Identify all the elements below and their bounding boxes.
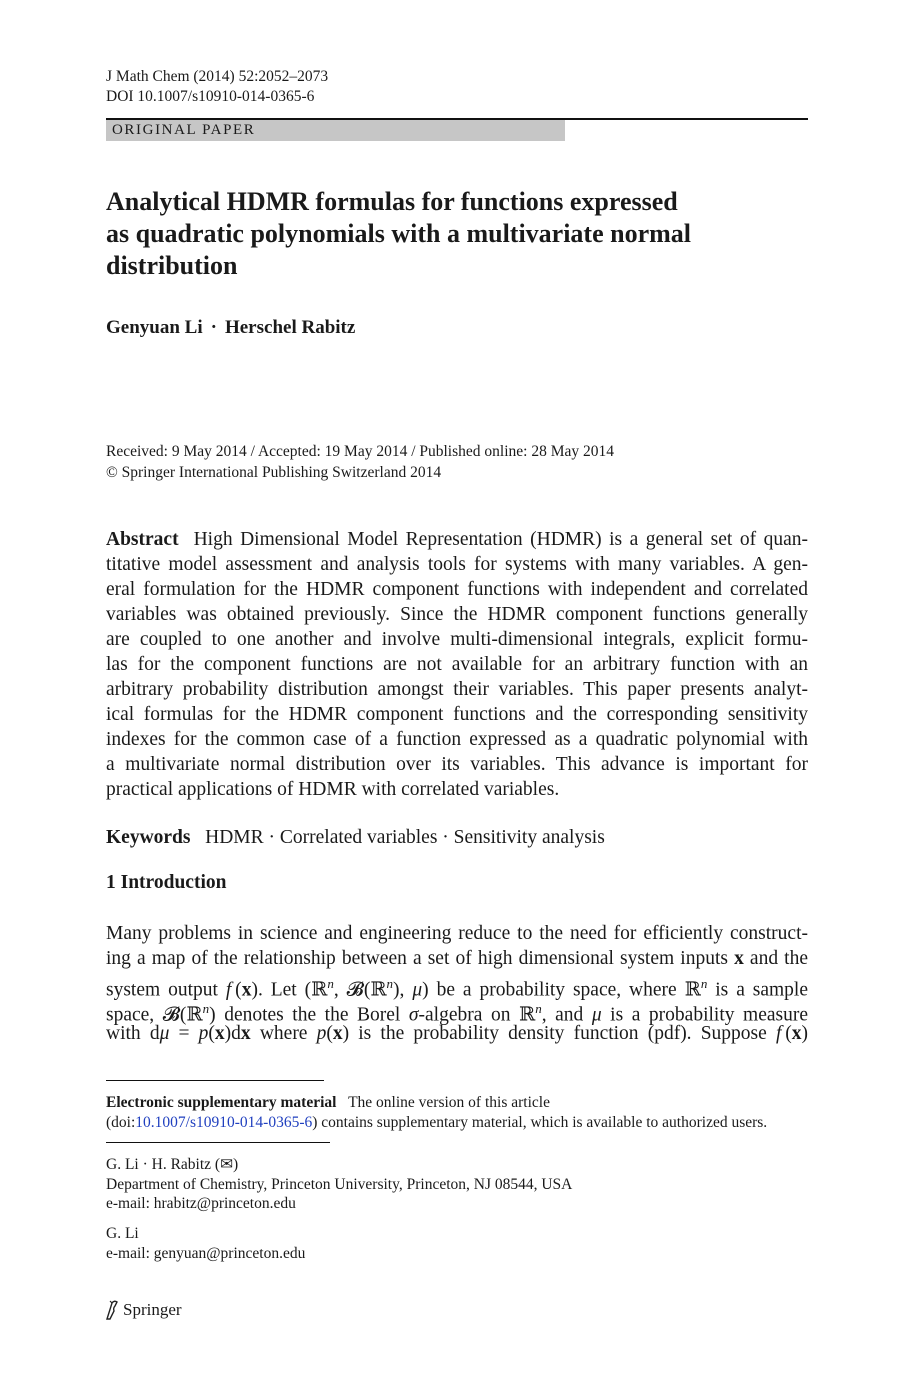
author-name: Genyuan Li: [106, 317, 203, 338]
springer-horse-icon: [104, 1299, 120, 1321]
intro-text: be a probability space, where: [436, 979, 677, 1001]
abstract-line: practical applications of HDMR with correlated variables.: [106, 779, 560, 800]
esm-text: The online version of this article: [348, 1094, 550, 1111]
second-author: G. Li: [106, 1225, 139, 1242]
intro-text: with: [106, 1023, 141, 1044]
intro-text: denotes the the Borel: [224, 1004, 401, 1026]
journal-citation: J Math Chem (2014) 52:2052–2073: [106, 68, 329, 85]
intro-line: with dμ = p(x)dx where p(x) is the probability density function (pdf). Suppose f (x): [106, 1023, 809, 1044]
title-line: as quadratic polynomials with a multivariate normal: [106, 219, 692, 248]
second-author-email[interactable]: e-mail: genyuan@princeton.edu: [106, 1245, 306, 1262]
intro-text: where: [259, 1023, 308, 1044]
intro-text: space,: [106, 1004, 155, 1026]
keywords-label: Keywords: [106, 827, 191, 848]
abstract-line: are coupled to one another and involve multi-dimensional integrals, explicit formu-: [106, 629, 808, 650]
abstract-line: [106, 527, 808, 552]
intro-text: is a probability measure: [610, 1004, 808, 1026]
abstract-label: Abstract: [106, 529, 179, 550]
publication-history: Received: 9 May 2014 / Accepted: 19 May 2014 / Published online: 28 May 2014: [106, 443, 614, 460]
abstract-line: eral formulation for the HDMR component functions with independent and correlated: [106, 579, 808, 600]
esm-doi-link[interactable]: 10.1007/s10910-014-0365-6: [135, 1114, 313, 1131]
intro-text: system output: [106, 979, 218, 1001]
author-separator: ·: [210, 317, 217, 338]
abstract-line: arbitrary probability distribution amongst their variables. This paper presents analyt-: [106, 679, 808, 700]
esm-doi-prefix: (doi:: [106, 1114, 136, 1131]
affiliation-email[interactable]: e-mail: hrabitz@princeton.edu: [106, 1195, 296, 1212]
intro-text: is the probability density function (pdf). Suppose: [358, 1023, 767, 1044]
footnote-rule: [106, 1080, 324, 1081]
paper-title: [106, 186, 826, 282]
esm-doi-line: [106, 1113, 767, 1133]
publisher-mark: [104, 1298, 182, 1322]
keywords: [106, 825, 605, 850]
intro-line: system output f (x). Let (ℝ$^n$, 𝓑(ℝ$^n$), μ) be a probability space, where ℝ$^n$ is a sample: [106, 976, 809, 1001]
article-type-label: ORIGINAL PAPER: [112, 122, 256, 138]
intro-text: -algebra on: [418, 1004, 511, 1026]
abstract-line: las for the component functions are not available for an arbitrary function with an: [106, 654, 808, 675]
keywords-text: HDMR · Correlated variables · Sensitivity analysis: [205, 827, 605, 848]
intro-line: Many problems in science and engineering reduce to the need for efficiently construct-: [106, 923, 808, 944]
abstract-line: indexes for the common case of a function expressed as a quadratic polynomial with: [106, 729, 808, 750]
title-line: Analytical HDMR formulas for functions expressed: [106, 187, 678, 216]
abstract-line: ical formulas for the HDMR component functions and the corresponding sensitivity: [106, 704, 808, 725]
copyright-notice: © Springer International Publishing Switzerland 2014: [106, 464, 442, 481]
footnote-rule: [106, 1142, 330, 1143]
abstract-text: High Dimensional Model Representation (HDMR) is a general set of quan-: [193, 529, 808, 550]
intro-line: ing a map of the relationship between a set of high dimensional system inputs x and the: [106, 948, 809, 969]
intro-text: ing a map of the relationship between a set of high dimensional system inputs: [106, 948, 728, 969]
section-heading: 1 Introduction: [106, 872, 227, 893]
intro-text: , and: [541, 1004, 584, 1026]
title-line: distribution: [106, 251, 238, 280]
esm-doi-suffix: ) contains supplementary material, which is available to authorized users.: [312, 1114, 768, 1131]
abstract-line: variables was obtained previously. Since the HDMR component functions generally: [106, 604, 808, 625]
intro-text: . Let: [257, 979, 297, 1001]
author-name: Herschel Rabitz: [224, 317, 356, 338]
publisher-name: Springer: [123, 1300, 182, 1319]
intro-line: space, 𝓑(ℝ$^n$) denotes the the Borel σ-algebra on ℝ$^n$, and μ is a probability measure: [106, 1001, 808, 1026]
doi-line: DOI 10.1007/s10910-014-0365-6: [106, 88, 315, 105]
esm-label: Electronic supplementary material: [106, 1094, 337, 1111]
affiliation-authors: G. Li · H. Rabitz (✉): [106, 1156, 239, 1173]
abstract-line: a multivariate normal distribution over its variables. This advance is important for: [106, 754, 808, 775]
esm-note: [106, 1093, 550, 1113]
abstract-line: titative model assessment and analysis tools for systems with many variables. A gen-: [106, 554, 808, 575]
author-list: [106, 316, 355, 340]
intro-text: and the: [749, 948, 809, 969]
affiliation-department: Department of Chemistry, Princeton University, Princeton, NJ 08544, USA: [106, 1176, 573, 1193]
intro-text: is a sample: [715, 979, 809, 1001]
